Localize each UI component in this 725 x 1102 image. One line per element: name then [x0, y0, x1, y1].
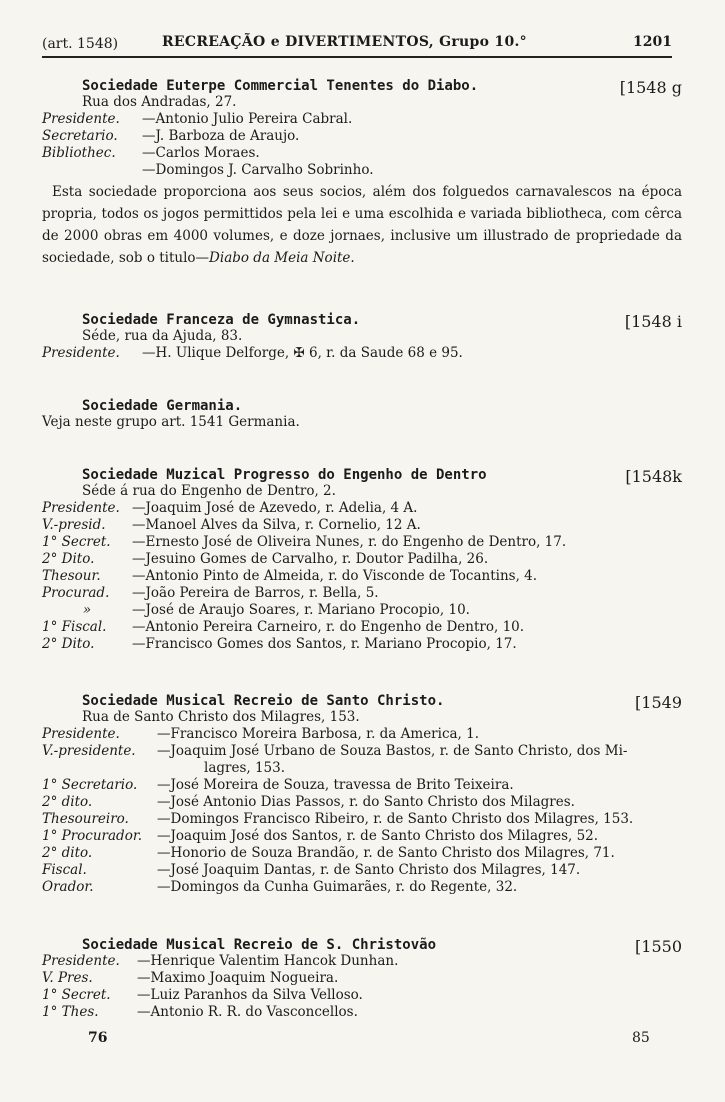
person: —Luiz Paranhos da Silva Velloso.	[137, 987, 363, 1003]
person: —João Pereira de Barros, r. Bella, 5.	[132, 585, 379, 601]
role: Procurad.	[42, 585, 110, 601]
person: —José Joaquim Dantas, r. de Santo Christo dos Milagres, 147.	[157, 862, 581, 878]
page-number: 1201	[633, 34, 672, 50]
entry-description: Esta sociedade proporciona aos seus socios, além dos folguedos carnavalescos na época propria, todos os jogos permittidos pela lei e uma escolhida e variada bibliotheca, com cêrca de 2000 obras em 4000 volumes, e doze jornaes, inclusive um illustrado de propriedade da sociedade, sob o titulo—Diabo da Meia Noite.	[42, 184, 682, 266]
entry-title: Sociedade Muzical Progresso do Engenho de Dentro	[82, 467, 487, 483]
entry-santo-christo	[42, 693, 682, 896]
role: Secretario.	[42, 128, 118, 144]
person: —Henrique Valentim Hancok Dunhan.	[137, 953, 399, 969]
role: Orador.	[42, 879, 94, 895]
entry-sao-christovao	[42, 937, 682, 1021]
entry-number: [1550	[635, 937, 682, 956]
role: 1° Thes.	[42, 1004, 99, 1020]
article-ref: (art. 1548)	[42, 36, 119, 52]
entry-title: Sociedade Musical Recreio de S. Christovão	[82, 937, 437, 953]
entry-reference: Veja neste grupo art. 1541 Germania.	[42, 414, 300, 430]
role: Presidente.	[42, 500, 120, 516]
entry-number: [1548k	[625, 467, 682, 486]
entry-germania	[42, 398, 682, 431]
entry-address: Rua dos Andradas, 27.	[82, 94, 237, 110]
entry-number: [1549	[635, 693, 682, 712]
role: Presidente.	[42, 953, 120, 969]
person: —José de Araujo Soares, r. Mariano Procopio, 10.	[132, 602, 470, 618]
footer-signature-left: 76	[88, 1030, 108, 1046]
running-header	[42, 34, 672, 58]
person: —Francisco Moreira Barbosa, r. da America, 1.	[157, 726, 480, 742]
role: Presidente.	[42, 726, 120, 742]
person: —Joaquim José dos Santos, r. de Santo Christo dos Milagres, 52.	[157, 828, 599, 844]
entry-title: Sociedade Musical Recreio de Santo Christo.	[82, 693, 445, 709]
role: »	[82, 602, 92, 618]
entry-euterpe	[42, 78, 682, 269]
person: —Antonio Julio Pereira Cabral.	[142, 111, 353, 127]
person: —Domingos da Cunha Guimarães, r. do Regente, 32.	[157, 879, 518, 895]
person: —Domingos Francisco Ribeiro, r. de Santo Christo dos Milagres, 153.	[157, 811, 634, 827]
entry-title: Sociedade Franceza de Gymnastica.	[82, 312, 361, 328]
person: —Jesuino Gomes de Carvalho, r. Doutor Padilha, 26.	[132, 551, 489, 567]
entry-address: Rua de Santo Christo dos Milagres, 153.	[82, 709, 360, 725]
person: —Honorio de Souza Brandão, r. de Santo Christo dos Milagres, 71.	[157, 845, 615, 861]
person: —Antonio Pereira Carneiro, r. do Engenho de Dentro, 10.	[132, 619, 525, 635]
journal-title: Diabo da Meia Noite.	[209, 250, 355, 266]
person: —Antonio Pinto de Almeida, r. do Visconde de Tocantins, 4.	[132, 568, 538, 584]
person: —José Moreira de Souza, travessa de Brito Teixeira.	[157, 777, 514, 793]
person: lagres, 153.	[204, 760, 286, 776]
role: 1° Fiscal.	[42, 619, 107, 635]
person: —José Antonio Dias Passos, r. do Santo Christo dos Milagres.	[157, 794, 575, 810]
person: —Joaquim José Urbano de Souza Bastos, r. de Santo Christo, dos Mi-	[157, 743, 628, 759]
role: 2° dito.	[42, 845, 93, 861]
person: —Francisco Gomes dos Santos, r. Mariano Procopio, 17.	[132, 636, 517, 652]
entry-title: Sociedade Euterpe Commercial Tenentes do Diabo.	[82, 78, 479, 94]
entry-number: [1548 i	[624, 312, 682, 331]
role: 1° Secret.	[42, 987, 111, 1003]
person: —H. Ulique Delforge, ✠ 6, r. da Saude 68 e 95.	[142, 345, 463, 361]
entry-address: Séde, rua da Ajuda, 83.	[82, 328, 243, 344]
person: —Maximo Joaquim Nogueira.	[137, 970, 339, 986]
role: 1° Secret.	[42, 534, 111, 550]
entry-progresso	[42, 467, 682, 653]
person: —Joaquim José de Azevedo, r. Adelia, 4 A.	[132, 500, 418, 516]
entry-address: Séde á rua do Engenho de Dentro, 2.	[82, 483, 336, 499]
person: —Manoel Alves da Silva, r. Cornelio, 12 A.	[132, 517, 421, 533]
entry-title: Sociedade Germania.	[82, 398, 243, 414]
role: Thesour.	[42, 568, 101, 584]
person: —Antonio R. R. do Vasconcellos.	[137, 1004, 358, 1020]
entry-number: [1548 g	[619, 78, 682, 97]
role: Presidente.	[42, 345, 120, 361]
person: —Domingos J. Carvalho Sobrinho.	[142, 162, 374, 178]
role: 2° Dito.	[42, 636, 95, 652]
role: Fiscal.	[42, 862, 87, 878]
role: 2° Dito.	[42, 551, 95, 567]
role: V.-presidente.	[42, 743, 136, 759]
role: 1° Procurador.	[42, 828, 143, 844]
role: Thesoureiro.	[42, 811, 129, 827]
section-title: RECREAÇÃO e DIVERTIMENTOS, Grupo 10.°	[162, 34, 527, 50]
role: V. Pres.	[42, 970, 93, 986]
role: 2° dito.	[42, 794, 93, 810]
person: —Ernesto José de Oliveira Nunes, r. do Engenho de Dentro, 17.	[132, 534, 567, 550]
role: 1° Secretario.	[42, 777, 138, 793]
role: Bibliothec.	[42, 145, 116, 161]
role: Presidente.	[42, 111, 120, 127]
person: —J. Barboza de Araujo.	[142, 128, 300, 144]
person: —Carlos Moraes.	[142, 145, 260, 161]
role: V.-presid.	[42, 517, 106, 533]
entry-franceza	[42, 312, 682, 362]
footer-signature-right: 85	[632, 1030, 650, 1046]
